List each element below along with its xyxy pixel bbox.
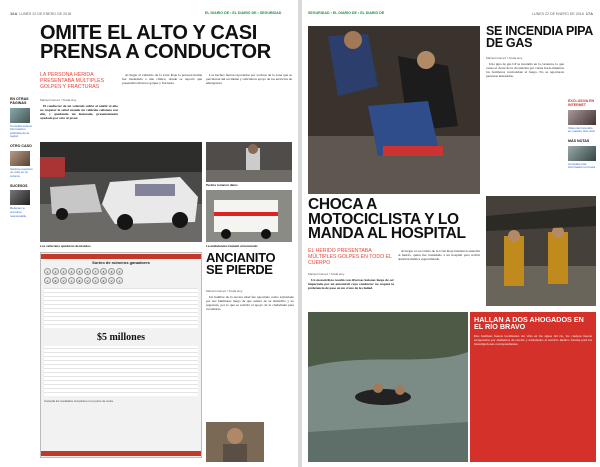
photo-caption: Los vehículos quedaron destruidos <box>40 244 91 248</box>
left-folio <box>10 9 71 18</box>
fire-photo-art <box>486 196 596 306</box>
photo-caption: La ambulancia trasladó al lesionado <box>206 244 258 248</box>
ad-results-table <box>44 346 198 396</box>
sidebar-text: Consulta más información en línea <box>568 161 596 170</box>
sidebar-tag: SUCESOS <box>10 183 28 188</box>
left-sidebar <box>10 98 36 218</box>
main-headline: OMITE EL ALTO Y CASI PRENSA A CONDUCTOR <box>40 22 271 63</box>
ad-title: Sorteo de números ganadores <box>92 260 150 265</box>
ad-results-table <box>44 288 198 328</box>
byline: Marisol Gómez / Xcala Hoy <box>486 56 523 60</box>
right-sidebar <box>568 100 596 170</box>
page-number: 16A <box>10 11 18 16</box>
folio-date: LUNES 22 DE ENERO DE 2018 <box>19 12 72 16</box>
ad-prize: $5 millones <box>96 332 146 343</box>
sidebar-thumbnail <box>10 108 30 123</box>
river-photo-art <box>308 312 468 462</box>
sidebar-thumbnail <box>568 146 596 161</box>
redbox-headline: HALLAN A DOS AHOGADOS EN EL RÍO BRAVO <box>474 315 584 332</box>
body-column: Al llegar el socorrista de la Cruz Roja brindaron atención al herido, quien fue trasladado a un hospital para recibir atención médica especializada. <box>398 249 480 262</box>
motorcyclist-photo <box>308 26 480 194</box>
ad-footer: Consulta los resultados completos en tu punto de venta <box>44 399 113 403</box>
worker-photo <box>206 142 292 182</box>
sidebar-tag: OTRO CASO <box>10 143 32 148</box>
body-column: Una pipa de gas LP se incendió en la carretera, lo que causó el cierre de la circulación por varias horas mientras los bomberos controlaban el fuego. No se reportaron personas lesionadas. <box>486 62 564 79</box>
sidebar-tag: EN OTRAS PÁGINAS <box>10 97 29 105</box>
ambulance-photo-art <box>206 190 292 242</box>
body-column: Al llegar el vehículo de la Cruz Roja la persona herida fue trasladada a una clínica, donde se reportó que presentaba diversos golpes y fracturas. <box>122 73 202 86</box>
right-page <box>302 0 600 467</box>
elderly-man-photo-art <box>206 422 264 462</box>
sidebar-text: Detienen a presunto responsable <box>10 206 27 218</box>
sidebar-item[interactable] <box>568 140 596 170</box>
folio-date: LUNES 22 DE ENERO DE 2018 <box>532 12 584 16</box>
sidebar-text: Video del incendio en nuestro sitio web <box>568 125 595 134</box>
sidebar-thumbnail <box>10 151 30 166</box>
ambulance-photo <box>206 190 292 242</box>
elderly-man-photo <box>206 422 264 462</box>
sidebar-tag: EXCLUSIVA EN INTERNET <box>568 99 595 107</box>
left-folio-sections <box>205 9 281 18</box>
folio-sections: EL DIARIO DE ▪ EL DIARIO DE ▪ SEGURIDAD <box>205 11 282 15</box>
sidebar-thumbnail <box>568 110 596 125</box>
body-column: Un motociclista resultó con diversas lesiones luego de ser impactado por un automóvil cuyo conductor no respetó la preferencia de paso en un cruce de la ciudad. <box>308 278 394 291</box>
drowning-story-box[interactable] <box>470 312 596 462</box>
body-column: Los hechos fueron reportados por vecinos de la zona que se percataron del accidente y solicitaron apoyo de los servicios de emergencia. <box>206 73 292 86</box>
sidebar-text: Consulta toda la información policiaca de la región <box>10 123 32 139</box>
byline: Marisol Gómez / Xcala Hoy <box>206 289 243 293</box>
ad-number-row: L E V L E V L E V L <box>41 277 201 284</box>
main-subhead: LA PERSONA HERIDA PRESENTABA MÚLTIPLES GOLPES Y FRACTURAS <box>40 72 105 90</box>
main-headline: CHOCA A MOTOCICLISTA Y LO MANDA AL HOSPITAL <box>308 196 466 243</box>
sidebar-tag: MÁS NOTAS <box>568 138 590 143</box>
sidebar-item[interactable] <box>10 185 36 219</box>
main-subhead: EL HERIDO PRESENTABA MÚLTIPLES GOLPES EN TODO EL CUERPO <box>308 248 392 266</box>
photo-caption: Peritos tomaron datos <box>206 183 238 187</box>
crash-photo <box>40 142 202 242</box>
right-folio <box>532 9 593 18</box>
body-column: Un hombre de la tercera edad fue reportado como extraviado por sus familiares luego de que saliera de su domicilio y no regresara, por lo que se solicitó el apoyo de la ciudadanía para localizarlo. <box>206 295 294 312</box>
right-folio-sections <box>308 9 384 18</box>
top-headline: SE INCENDIA PIPA DE GAS <box>486 24 593 50</box>
worker-photo-art <box>206 142 292 182</box>
sidebar-thumbnail <box>10 190 30 205</box>
fire-photo <box>486 196 596 306</box>
page-number: 17A <box>585 11 594 16</box>
lottery-ad[interactable] <box>40 252 202 458</box>
sidebar-item[interactable] <box>10 98 36 139</box>
folio-sections: SEGURIDAD ▪ EL DIARIO DE ▪ EL DIARIO DE <box>308 11 385 15</box>
motorcyclist-photo-art <box>308 26 480 194</box>
left-page <box>0 0 298 467</box>
ad-number-row: 1 2 3 4 5 6 7 8 9 0 <box>41 268 201 275</box>
second-headline: ANCIANITO SE PIERDE <box>206 250 276 278</box>
byline: Marisol Gómez / Xcala Hoy <box>40 98 77 102</box>
byline: Marisol Gómez / Xcala Hoy <box>308 272 345 276</box>
crash-photo-art <box>40 142 202 242</box>
sidebar-text: Vecinos reportan un robo en la colonia <box>10 166 33 178</box>
body-column: El conductor de un vehículo sufrió al omitir el alto no respetar la señal cuando un vehículo colisionó con ello, y quedando un lesionado, presuntamente ayudado por otro al joven. <box>40 104 118 121</box>
sidebar-item[interactable] <box>568 100 596 134</box>
sidebar-item[interactable] <box>10 145 36 179</box>
redbox-body: Dos hombres fueron localizados sin vida en las aguas del río, los cuerpos fueron recuperados por elementos de rescate y trasladados al servicio médico forense para las investigaciones correspondientes. <box>474 334 592 347</box>
river-photo <box>308 312 468 462</box>
